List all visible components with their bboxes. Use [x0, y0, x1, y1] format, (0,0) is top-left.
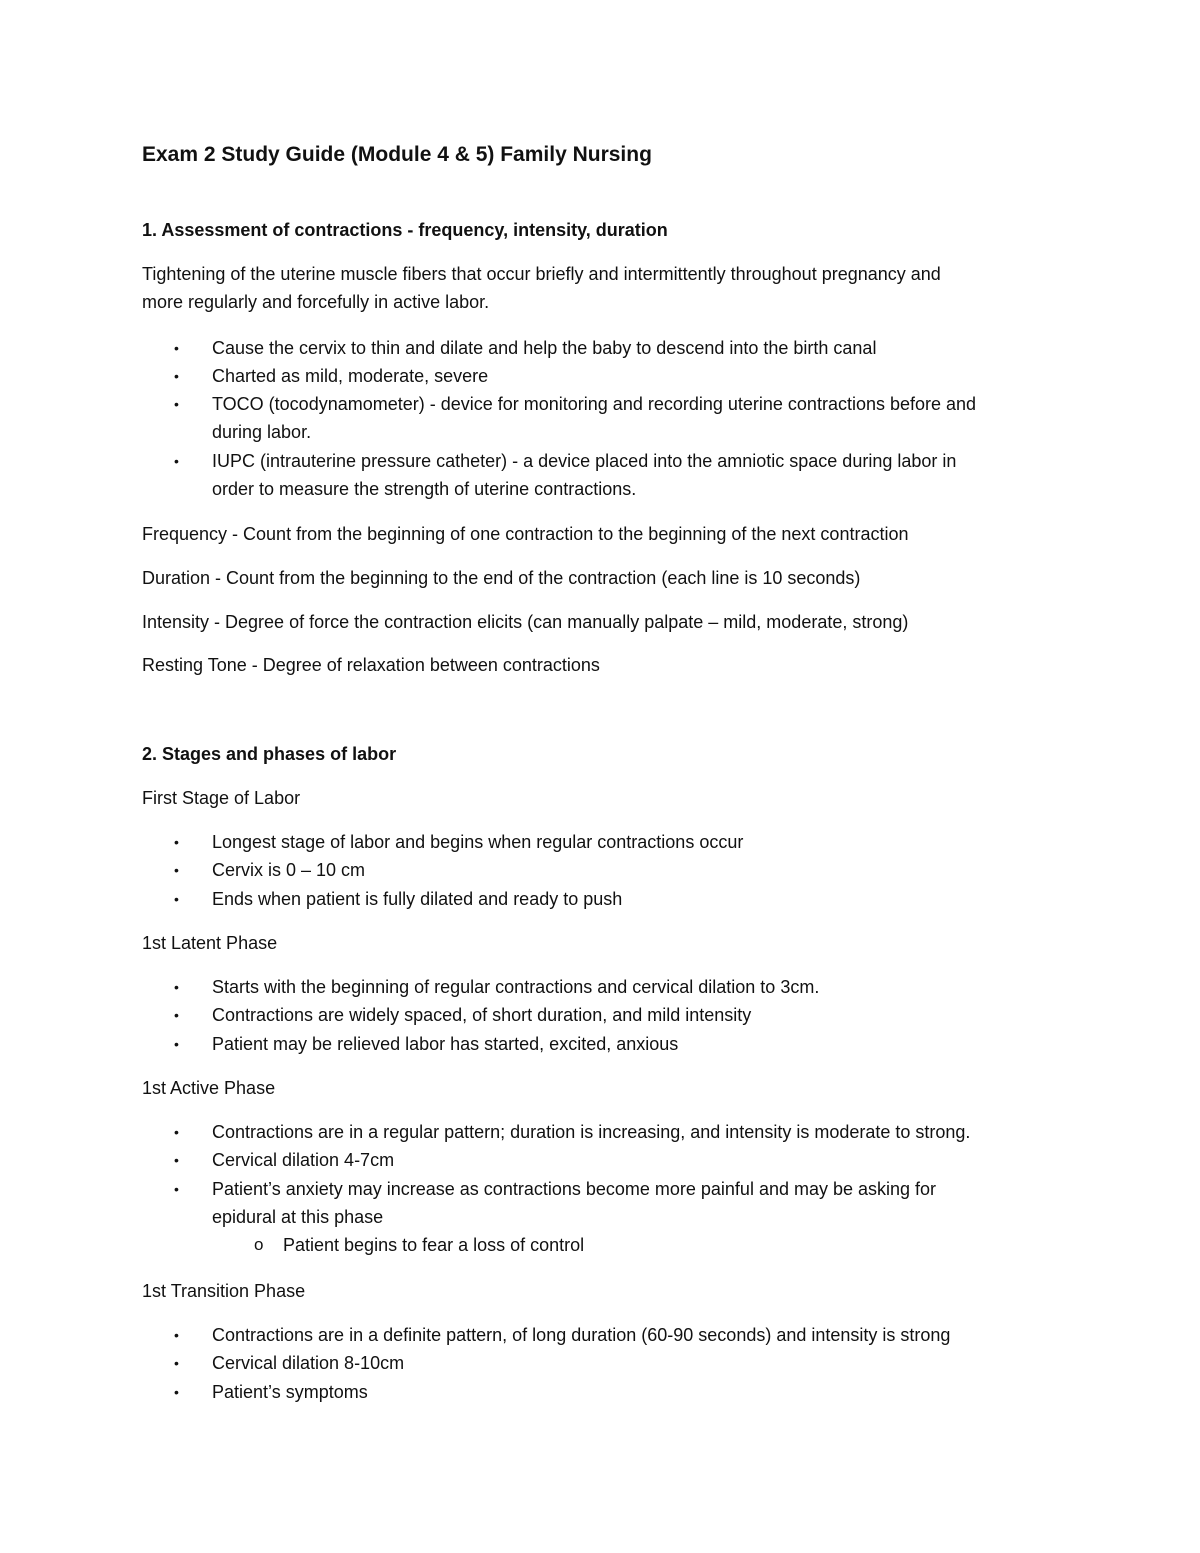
bullet-icon: • — [174, 1355, 179, 1371]
list-item-continuation: during labor. — [212, 422, 312, 442]
list-item: Cervical dilation 4-7cm — [212, 1150, 395, 1170]
bullet-icon: • — [174, 1124, 179, 1140]
section-1-intro-line-1: Tightening of the uterine muscle fibers that occur briefly and intermittently throughout pregnancy and — [142, 264, 941, 284]
resting-tone-definition: Resting Tone - Degree of relaxation between contractions — [142, 655, 600, 675]
list-item: Patient may be relieved labor has started, excited, anxious — [212, 1034, 679, 1054]
bullet-icon: • — [174, 368, 179, 384]
active-phase-label: 1st Active Phase — [142, 1078, 276, 1098]
bullet-icon: • — [174, 396, 179, 412]
list-item: Patient’s anxiety may increase as contractions become more painful and may be asking for — [212, 1179, 937, 1199]
bullet-icon: • — [174, 453, 179, 469]
duration-definition: Duration - Count from the beginning to the end of the contraction (each line is 10 seconds) — [142, 568, 861, 588]
bullet-icon: • — [174, 862, 179, 878]
list-item-continuation: epidural at this phase — [212, 1207, 384, 1227]
bullet-icon: • — [174, 1036, 179, 1052]
list-item: Contractions are in a definite pattern, of long duration (60-90 seconds) and intensity is strong — [212, 1325, 951, 1345]
intensity-definition: Intensity - Degree of force the contraction elicits (can manually palpate – mild, moderate, strong) — [142, 612, 909, 632]
bullet-icon: • — [174, 834, 179, 850]
sub-bullet-icon: o — [254, 1235, 264, 1254]
bullet-icon: • — [174, 891, 179, 907]
list-item: Cervical dilation 8-10cm — [212, 1353, 405, 1373]
latent-phase-label: 1st Latent Phase — [142, 933, 278, 953]
section-1-intro-line-2: more regularly and forcefully in active labor. — [142, 292, 490, 312]
list-item: Contractions are in a regular pattern; duration is increasing, and intensity is moderate to strong. — [212, 1122, 971, 1142]
section-2-heading: 2. Stages and phases of labor — [142, 744, 397, 764]
bullet-icon: • — [174, 1327, 179, 1343]
bullet-icon: • — [174, 1181, 179, 1197]
list-item: Contractions are widely spaced, of short duration, and mild intensity — [212, 1005, 752, 1025]
list-item: Charted as mild, moderate, severe — [212, 366, 489, 386]
transition-phase-label: 1st Transition Phase — [142, 1281, 306, 1301]
list-item: IUPC (intrauterine pressure catheter) - a device placed into the amniotic space during labor in — [212, 451, 957, 471]
bullet-icon: • — [174, 1152, 179, 1168]
document-title: Exam 2 Study Guide (Module 4 & 5) Family Nursing — [142, 143, 652, 166]
first-stage-label: First Stage of Labor — [142, 788, 301, 808]
list-item: Cervix is 0 – 10 cm — [212, 860, 366, 880]
list-item: Longest stage of labor and begins when regular contractions occur — [212, 832, 744, 852]
frequency-definition: Frequency - Count from the beginning of one contraction to the beginning of the next contraction — [142, 524, 909, 544]
list-item: Patient’s symptoms — [212, 1382, 368, 1402]
list-item: Ends when patient is fully dilated and ready to push — [212, 889, 623, 909]
list-item-continuation: order to measure the strength of uterine contractions. — [212, 479, 637, 499]
list-item: Starts with the beginning of regular contractions and cervical dilation to 3cm. — [212, 977, 820, 997]
sub-list-item: Patient begins to fear a loss of control — [283, 1235, 585, 1255]
bullet-icon: • — [174, 1007, 179, 1023]
bullet-icon: • — [174, 340, 179, 356]
list-item: Cause the cervix to thin and dilate and help the baby to descend into the birth canal — [212, 338, 877, 358]
section-1-heading: 1. Assessment of contractions - frequency, intensity, duration — [142, 220, 668, 240]
bullet-icon: • — [174, 979, 179, 995]
list-item: TOCO (tocodynamometer) - device for monitoring and recording uterine contractions before and — [212, 394, 977, 414]
bullet-icon: • — [174, 1384, 179, 1400]
